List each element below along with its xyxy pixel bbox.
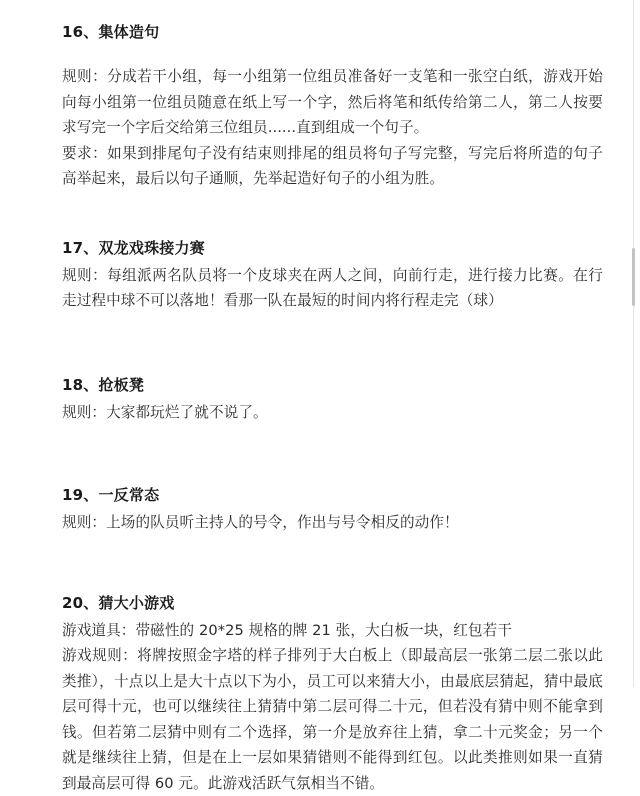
section-18-paragraph-1: 规则：大家都玩烂了就不说了。 xyxy=(62,400,603,426)
section-16-paragraph-2: 要求：如果到排尾句子没有结束则排尾的组员将句子写完整，写完后将所造的句子高举起来，最后以句子通顺，先举起造好句子的小组为胜。 xyxy=(62,141,603,192)
section-17 xyxy=(62,192,603,314)
section-20-paragraph-2: 游戏规则：将牌按照金字塔的样子排列于大白板上（即最高层一张第二层二张以此类推），十点以上是大十点以下为小，员工可以来猜大小，由最底层猜起，猜中最底层可得十元，也可以继续往上猜猜中第二层可得二十元，但若没有猜中则不能拿到钱。但若第二层猜中则有二个选择，第一介是放弃往上猜，拿二十元奖金；另一个就是继续往上猜，但是在上一层如果猜错则不能得到红包。以此类推则如果一直猜到最高层可得 60 元。此游戏活跃气氛相当不错。 xyxy=(62,643,603,796)
section-20-heading: 20、猜大小游戏 xyxy=(62,591,603,615)
section-19 xyxy=(62,425,603,536)
section-17-paragraph-1: 规则：每组派两名队员将一个皮球夹在两人之间，向前行走，进行接力比赛。在行走过程中球不可以落地！看那一队在最短的时间内将行程走完（球） xyxy=(62,263,603,314)
section-18-heading: 18、抢板凳 xyxy=(62,373,603,397)
section-16-heading: 16、集体造句 xyxy=(62,20,603,44)
section-19-heading: 19、一反常态 xyxy=(62,483,603,507)
section-18 xyxy=(62,314,603,426)
section-16 xyxy=(62,14,603,192)
section-20-paragraph-1: 游戏道具：带磁性的 20*25 规格的牌 21 张，大白板一块，红包若干 xyxy=(62,618,603,644)
document-body xyxy=(62,0,603,796)
scrollbar-track[interactable] xyxy=(633,0,634,687)
section-20 xyxy=(62,536,603,796)
section-19-paragraph-1: 规则：上场的队员听主持人的号令，作出与号令相反的动作！ xyxy=(62,510,603,536)
section-17-heading: 17、双龙戏珠接力赛 xyxy=(62,236,603,260)
section-16-paragraph-1: 规则：分成若干小组，每一小组第一位组员准备好一支笔和一张空白纸，游戏开始向每小组第一位组员随意在纸上写一个字，然后将笔和纸传给第二人，第二人按要求写完一个字后交给第三位组员......直到组成一个句子。 xyxy=(62,64,603,141)
scrollbar-thumb[interactable] xyxy=(632,248,635,306)
